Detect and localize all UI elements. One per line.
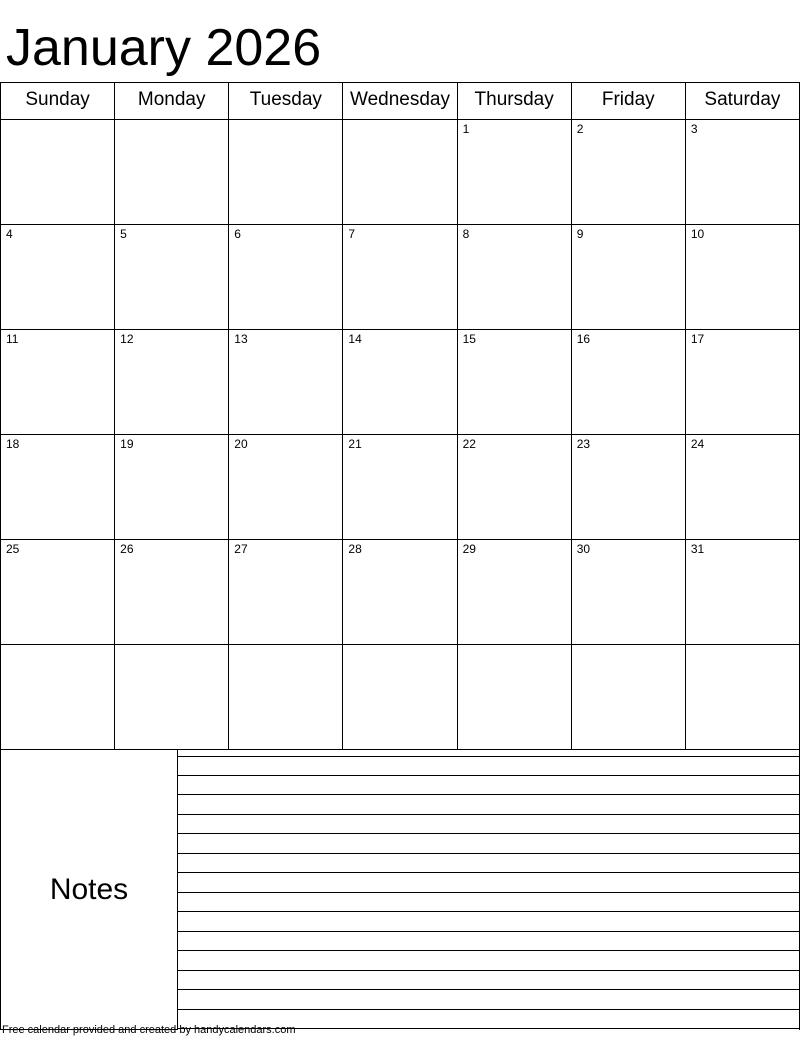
notes-line[interactable] xyxy=(178,990,799,1010)
calendar-day-cell[interactable] xyxy=(115,330,229,435)
day-number: 6 xyxy=(234,227,241,241)
calendar-day-cell[interactable] xyxy=(685,645,799,750)
notes-line[interactable] xyxy=(178,951,799,971)
day-number: 23 xyxy=(576,437,591,451)
weekday-header-friday: Friday xyxy=(571,83,685,120)
day-number: 20 xyxy=(234,437,248,451)
weekday-header-monday: Monday xyxy=(115,83,229,120)
calendar-day-cell[interactable] xyxy=(1,225,115,330)
day-number: 30 xyxy=(576,542,591,556)
calendar-day-cell[interactable] xyxy=(457,225,571,330)
calendar-grid xyxy=(0,82,800,750)
calendar-day-cell[interactable] xyxy=(343,645,457,750)
day-number: 8 xyxy=(462,227,470,241)
day-number: 7 xyxy=(348,227,356,241)
calendar-day-cell[interactable] xyxy=(571,540,685,645)
day-number: 12 xyxy=(120,332,134,346)
calendar-week-row xyxy=(1,225,800,330)
calendar-day-cell[interactable] xyxy=(685,225,799,330)
notes-line[interactable] xyxy=(178,776,799,796)
calendar-day-cell[interactable] xyxy=(1,645,115,750)
calendar-week-row xyxy=(1,120,800,225)
weekday-header-thursday: Thursday xyxy=(457,83,571,120)
calendar-day-cell[interactable] xyxy=(229,120,343,225)
notes-line[interactable] xyxy=(178,971,799,991)
calendar-day-cell[interactable] xyxy=(457,540,571,645)
calendar-day-cell[interactable] xyxy=(229,435,343,540)
calendar-day-cell[interactable] xyxy=(343,435,457,540)
weekday-header-wednesday: Wednesday xyxy=(343,83,457,120)
weekday-header-tuesday: Tuesday xyxy=(229,83,343,120)
calendar-day-cell[interactable] xyxy=(571,645,685,750)
calendar-day-cell[interactable] xyxy=(1,330,115,435)
calendar-day-cell[interactable] xyxy=(115,540,229,645)
day-number: 28 xyxy=(348,542,362,556)
calendar-day-cell[interactable] xyxy=(571,435,685,540)
calendar-day-cell[interactable] xyxy=(343,540,457,645)
calendar-day-cell[interactable] xyxy=(115,225,229,330)
day-number: 17 xyxy=(690,332,705,346)
notes-line[interactable] xyxy=(178,795,799,815)
day-number: 27 xyxy=(234,542,248,556)
calendar-day-cell[interactable] xyxy=(229,645,343,750)
notes-line[interactable] xyxy=(178,815,799,835)
calendar-day-cell[interactable] xyxy=(457,435,571,540)
calendar-day-cell[interactable] xyxy=(343,120,457,225)
weekday-header-sunday: Sunday xyxy=(1,83,115,120)
calendar-week-row xyxy=(1,330,800,435)
calendar-day-cell[interactable] xyxy=(457,120,571,225)
day-number: 5 xyxy=(120,227,127,241)
calendar-day-cell[interactable] xyxy=(343,330,457,435)
day-number: 15 xyxy=(462,332,476,346)
day-number: 3 xyxy=(690,122,698,136)
calendar-day-cell[interactable] xyxy=(571,225,685,330)
calendar-day-cell[interactable] xyxy=(229,540,343,645)
calendar-week-row xyxy=(1,435,800,540)
calendar-week-row xyxy=(1,645,800,750)
calendar-day-cell[interactable] xyxy=(229,330,343,435)
day-number: 10 xyxy=(690,227,705,241)
calendar-day-cell[interactable] xyxy=(1,435,115,540)
day-number: 29 xyxy=(462,542,476,556)
notes-line[interactable] xyxy=(178,756,799,776)
day-number: 21 xyxy=(348,437,362,451)
notes-line[interactable] xyxy=(178,932,799,952)
calendar-day-cell[interactable] xyxy=(343,225,457,330)
calendar-day-cell[interactable] xyxy=(685,330,799,435)
weekday-header-row xyxy=(1,83,800,120)
page-title xyxy=(0,0,800,82)
title-year: 2026 xyxy=(205,19,322,77)
notes-line[interactable] xyxy=(178,893,799,913)
calendar-day-cell[interactable] xyxy=(115,120,229,225)
calendar-day-cell[interactable] xyxy=(685,120,799,225)
title-month: January xyxy=(6,19,191,77)
calendar-day-cell[interactable] xyxy=(571,330,685,435)
day-number: 14 xyxy=(348,332,362,346)
calendar-day-cell[interactable] xyxy=(571,120,685,225)
calendar-day-cell[interactable] xyxy=(457,330,571,435)
notes-section xyxy=(0,750,800,1030)
notes-line[interactable] xyxy=(178,873,799,893)
calendar-day-cell[interactable] xyxy=(685,540,799,645)
calendar-day-cell[interactable] xyxy=(115,645,229,750)
notes-lines-area[interactable] xyxy=(178,750,800,1030)
day-number: 1 xyxy=(462,122,470,136)
day-number: 4 xyxy=(6,227,13,241)
calendar-day-cell[interactable] xyxy=(457,645,571,750)
day-number: 19 xyxy=(120,437,134,451)
day-number: 2 xyxy=(576,122,584,136)
notes-line[interactable] xyxy=(178,912,799,932)
calendar-week-row xyxy=(1,540,800,645)
footer-credit: Free calendar provided and created by handycalendars.com xyxy=(2,1024,296,1036)
day-number: 22 xyxy=(462,437,476,451)
calendar-day-cell[interactable] xyxy=(1,540,115,645)
day-number: 13 xyxy=(234,332,248,346)
day-number: 18 xyxy=(6,437,20,451)
notes-line[interactable] xyxy=(178,854,799,874)
calendar-day-cell[interactable] xyxy=(115,435,229,540)
day-number: 31 xyxy=(690,542,705,556)
day-number: 11 xyxy=(6,332,19,346)
day-number: 26 xyxy=(120,542,134,556)
day-number: 25 xyxy=(6,542,20,556)
day-number: 24 xyxy=(690,437,705,451)
notes-label-box xyxy=(0,750,178,1030)
day-number: 16 xyxy=(576,332,591,346)
day-number: 9 xyxy=(576,227,584,241)
calendar-day-cell[interactable] xyxy=(685,435,799,540)
notes-label: Notes xyxy=(49,872,129,906)
weekday-header-saturday: Saturday xyxy=(685,83,799,120)
notes-line[interactable] xyxy=(178,834,799,854)
calendar-day-cell[interactable] xyxy=(229,225,343,330)
calendar-day-cell[interactable] xyxy=(1,120,115,225)
